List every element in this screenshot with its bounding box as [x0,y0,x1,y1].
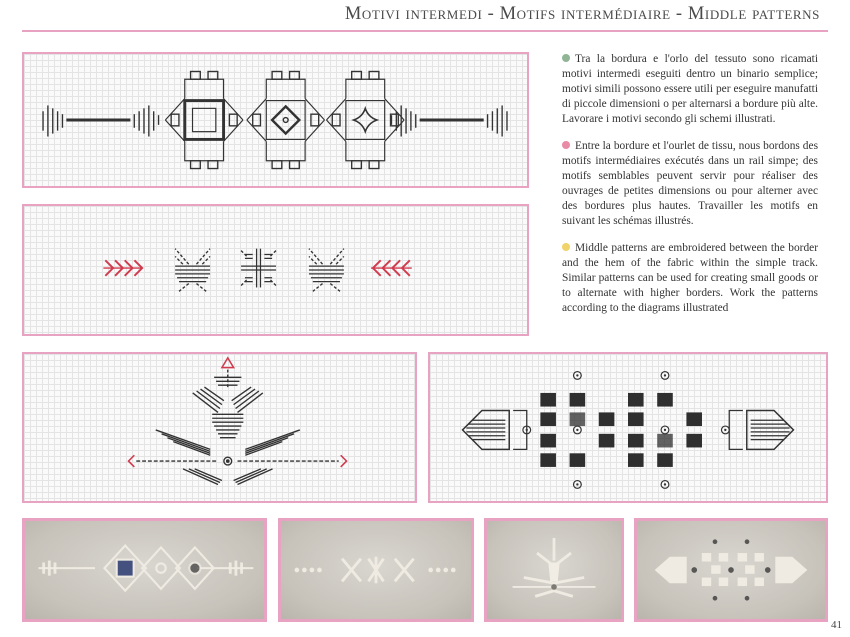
butterfly-left [175,249,210,292]
photo-window-border-image [25,521,264,619]
photo-window-border [22,518,267,622]
photo-flower-motif-image [487,521,621,619]
window-motif-center [247,71,325,168]
photo-butterfly-border-image [281,521,471,619]
paragraph-english: Middle patterns are embroidered between the border and the hem of the fabric within the simple track. Similar patterns can be used for creating small goods or to alternate with higher borders. Work the patterns according to the diagrams illustrated [562,242,818,314]
diagram-window-border-drawing [24,54,527,186]
window-motif-right [326,71,404,168]
butterfly-right [309,249,344,292]
butterfly-center [241,249,276,288]
photo-checker-motif [634,518,828,622]
diagram-checker-motif [428,352,828,503]
left-chevrons [103,260,142,276]
description-text [562,52,818,328]
checker-eyelets [523,372,729,489]
window-motif-left [165,71,243,168]
flower-top-crown [214,377,241,385]
paragraph-french: Entre la bordure et l'ourlet de tissu, nous bordons des motifs intermédiaires exécutés dans un rail simpe; des motifs semblables peuvent servir pour réaliser des ouvrages de petites dimensions ou pour alterner avec des bordures plus hautes. Travailler les motifs en suivant les schémas illustrés. [562,140,818,227]
page-number: 41 [831,619,842,631]
right-bar-group [391,105,507,136]
paragraph-italian: Tra la bordura e l'orlo del tessuto sono ricamati motivi intermedi eseguiti dentro un binario semplice; motivi simili possono essere utili per eseguire manufatti di piccole dimensioni o per alternarsi a bordure più alte. Lavorare i motivi secondo gli schemi illustrati. [562,53,818,125]
diagram-butterfly-border-drawing [24,206,527,334]
diagram-flower-motif [22,352,417,503]
diagram-butterfly-border [22,204,529,336]
photo-butterfly-border [278,518,474,622]
checker-right-arrow [729,410,793,449]
diagram-flower-motif-drawing [24,354,415,501]
photo-flower-motif [484,518,624,622]
bullet-yellow-icon [562,243,570,251]
flower-upper-leaves [193,387,263,412]
photo-checker-motif-image [637,521,825,619]
right-chevrons [371,260,412,276]
diagram-window-border [22,52,529,188]
bullet-green-icon [562,54,570,62]
diagram-checker-motif-drawing [430,354,826,501]
page-title: Motivi intermedi - Motifs intermédiaire - Middle patterns [344,4,820,24]
checker-blocks [540,393,702,467]
title-rule [22,30,828,32]
left-bar-group [43,105,159,136]
bullet-pink-icon [562,141,570,149]
checker-left-arrow [463,410,527,449]
flower-body [212,414,243,437]
flower-lower-leaves [183,469,273,485]
